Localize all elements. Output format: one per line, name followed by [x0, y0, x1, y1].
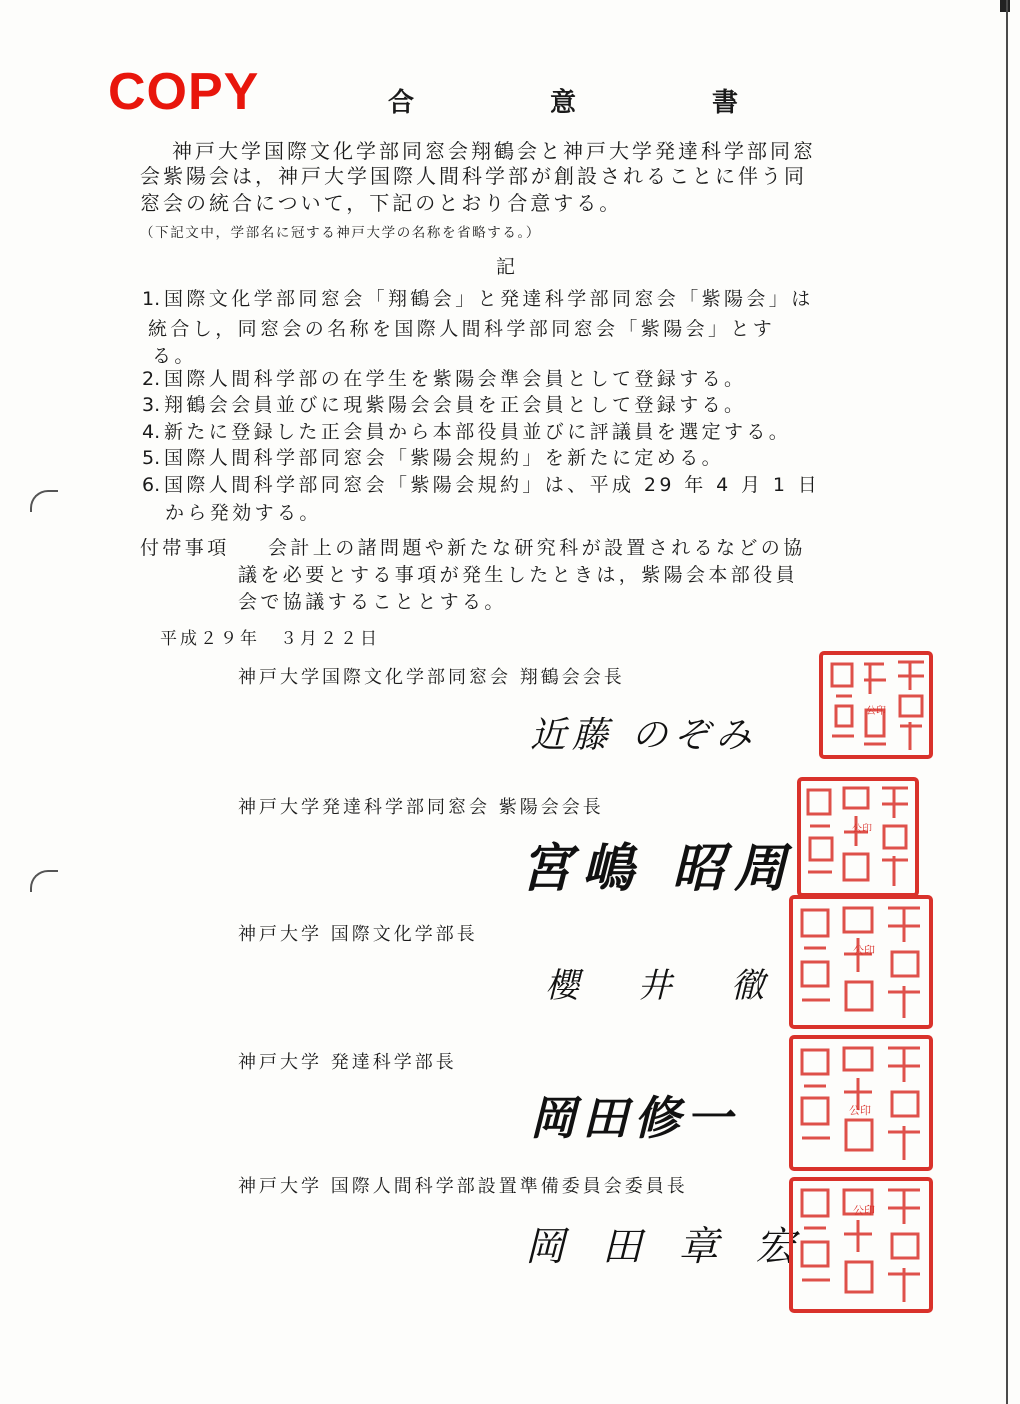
item-text: 翔鶴会会員並びに現紫陽会会員を正会員として登録する。: [164, 394, 747, 416]
supplement-heading: 付帯事項: [140, 537, 230, 559]
seal-shiyoukai: [796, 776, 920, 898]
supplement-line-3: 会で協議することとする。: [238, 591, 507, 613]
signature-3: 櫻 井 徹: [545, 966, 789, 1006]
signature-1: 近藤 のぞみ: [530, 715, 758, 756]
signature-5: 岡 田 章 宏: [525, 1224, 808, 1270]
item-1: [142, 286, 814, 313]
item-6: [142, 472, 820, 499]
intro-line-3: 窓会の統合について，下記のとおり合意する。: [140, 191, 623, 215]
item-3: [142, 392, 746, 419]
item-2: [142, 366, 746, 393]
item-text: 国際人間科学部同窓会「紫陽会規約」を新たに定める。: [164, 447, 725, 469]
page-edge-line: [1006, 0, 1008, 1404]
item-number: 6.: [142, 474, 161, 496]
punch-hole-top: [30, 490, 58, 512]
document-title: 合 意 書: [388, 88, 794, 118]
punch-hole-bottom: [30, 870, 58, 892]
document-date: 平成２９年 ３月２２日: [160, 629, 380, 649]
supplement-line-2: 議を必要とする事項が発生したときは，紫陽会本部役員: [238, 564, 799, 586]
signatory-label-4: 神戸大学 発達科学部長: [238, 1052, 457, 1073]
item-number: 4.: [142, 421, 161, 443]
item-1-line-3: る。: [152, 345, 197, 367]
item-1-line-2: 統合し，同窓会の名称を国際人間科学部同窓会「紫陽会」とす: [148, 318, 776, 340]
page-edge-mark: [1000, 0, 1010, 12]
item-number: 1.: [142, 288, 161, 310]
seal-junbi-iinkai: [788, 1176, 934, 1314]
item-text: 国際文化学部同窓会「翔鶴会」と発達科学部同窓会「紫陽会」は: [164, 288, 814, 310]
seal-text: 公印: [852, 824, 872, 835]
item-4: [142, 419, 791, 446]
item-number: 3.: [142, 394, 161, 416]
seal-hattatsu: [788, 1034, 934, 1172]
signatory-label-5: 神戸大学 国際人間科学部設置準備委員会委員長: [238, 1176, 688, 1197]
intro-line-1: 神戸大学国際文化学部同窓会翔鶴会と神戸大学発達科学部同窓: [172, 139, 816, 163]
item-text: 新たに登録した正会員から本部役員並びに評議員を選定する。: [164, 421, 792, 443]
item-number: 2.: [142, 368, 161, 390]
signatory-label-3: 神戸大学 国際文化学部長: [238, 924, 478, 945]
item-text: 国際人間科学部の在学生を紫陽会準会員として登録する。: [164, 368, 747, 390]
copy-stamp: COPY: [108, 63, 260, 121]
seal-kokusai-bunka: [788, 894, 934, 1030]
supplement-line-1: 会計上の諸問題や新たな研究科が設置されるなどの協: [268, 537, 806, 559]
signature-4: 岡田修一: [530, 1091, 738, 1145]
item-6-line-2: から発効する。: [165, 502, 322, 524]
item-5: [142, 445, 724, 472]
item-text: 国際人間科学部同窓会「紫陽会規約」は、平成 29 年 4 月 1 日: [164, 474, 821, 496]
seal-text: 公印: [853, 944, 875, 957]
seal-text: 公印: [853, 1204, 875, 1217]
seal-shokakukai: [818, 650, 934, 760]
item-number: 5.: [142, 447, 161, 469]
intro-note: （下記文中，学部名に冠する神戸大学の名称を省略する。）: [140, 225, 541, 241]
seal-text: 公印: [866, 706, 886, 717]
intro-line-2: 会紫陽会は，神戸大学国際人間科学部が創設されることに伴う同: [140, 164, 807, 188]
ki-heading: 記: [496, 256, 516, 278]
seal-text: 公印: [849, 1104, 871, 1117]
signatory-label-2: 神戸大学発達科学部同窓会 紫陽会会長: [238, 797, 604, 818]
signature-2: 宮嶋 昭周: [520, 838, 797, 899]
signatory-label-1: 神戸大学国際文化学部同窓会 翔鶴会会長: [238, 667, 625, 688]
